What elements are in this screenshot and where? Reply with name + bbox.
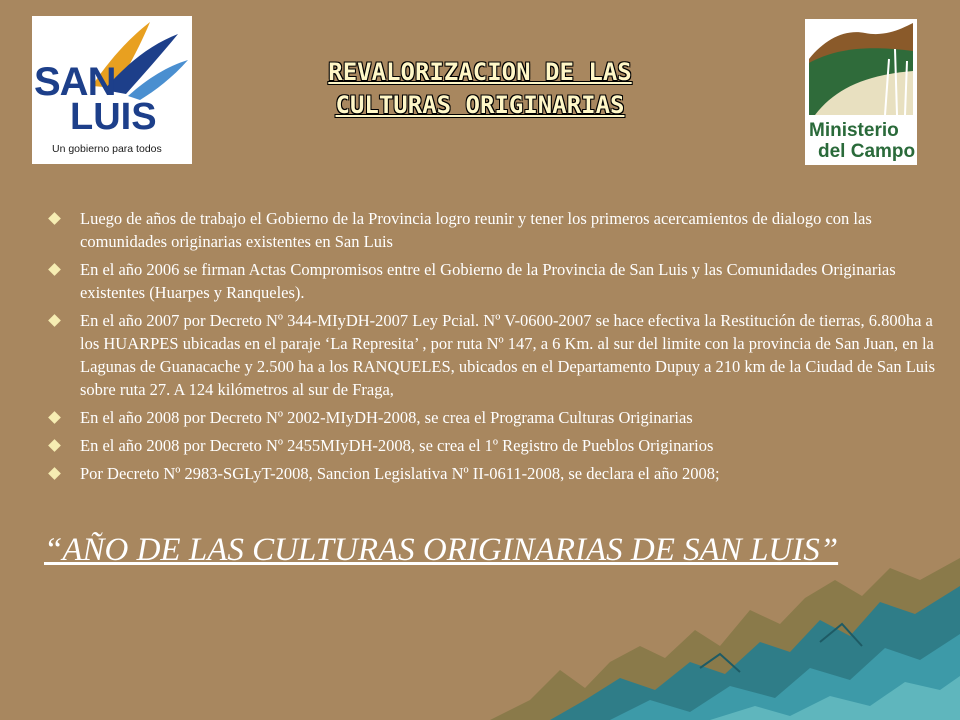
logo-text-ministerio: Ministerio (809, 120, 899, 141)
bullet-item (44, 434, 949, 457)
bullet-item (44, 207, 949, 253)
bullet-text: En el año 2006 se firman Actas Compromisos entre el Gobierno de la Provincia de San Luis y las Comunidades Originarias existentes (Huarpes y Ranqueles). (80, 260, 896, 302)
diamond-bullet-icon (48, 467, 61, 480)
decorative-landscape-graphic (490, 550, 960, 720)
bullet-item (44, 462, 949, 485)
logo-tagline: Un gobierno para todos (52, 143, 162, 155)
bullet-text: En el año 2008 por Decreto Nº 2455MIyDH-2008, se crea el 1º Registro de Pueblos Originarios (80, 436, 714, 455)
bullet-text: Luego de años de trabajo el Gobierno de la Provincia logro reunir y tener los primeros acercamientos de dialogo con las comunidades originarias existentes en San Luis (80, 209, 872, 251)
logo-text-luis: LUIS (70, 96, 157, 138)
bullet-text: Por Decreto Nº 2983-SGLyT-2008, Sancion Legislativa Nº II-0611-2008, se declara el año 2008; (80, 464, 720, 483)
closing-statement: “AÑO DE LAS CULTURAS ORIGINARIAS DE SAN LUIS” (44, 532, 839, 568)
bullet-list (44, 207, 949, 490)
ministerio-landscape-icon (805, 19, 917, 119)
bullet-text: En el año 2007 por Decreto Nº 344-MIyDH-2007 Ley Pcial. Nº V-0600-2007 se hace efectiva la Restitución de tierras, 6.800ha a los HUARPES ubicadas en el paraje ‘La Represita’ , por ruta Nº 147, a 6 Km. al sur del limite con la provincia de San Juan, en la Lagunas de Guanacache y 2.500 ha a los RANQUELES, ubicados en el Departamento Dupuy a 210 km de la Ciudad de San Luis sobre ruta 27. A 124 kilómetros al sur de Fraga, (80, 311, 936, 399)
bullet-text: En el año 2008 por Decreto Nº 2002-MIyDH-2008, se crea el Programa Culturas Originarias (80, 408, 693, 427)
bullet-item (44, 406, 949, 429)
bullet-item (44, 258, 949, 304)
slide-title (240, 56, 720, 122)
diamond-bullet-icon (48, 411, 61, 424)
san-luis-logo (32, 16, 192, 164)
logo-text-del-campo: del Campo (818, 141, 916, 162)
logo-text-san: SAN (34, 60, 116, 104)
ministerio-del-campo-logo (805, 19, 917, 165)
diamond-bullet-icon (48, 314, 61, 327)
title-line-2: CULTURAS ORIGINARIAS (335, 91, 625, 119)
title-line-1: REVALORIZACION DE LAS (328, 58, 632, 86)
diamond-bullet-icon (48, 439, 61, 452)
diamond-bullet-icon (48, 212, 61, 225)
diamond-bullet-icon (48, 263, 61, 276)
bullet-item (44, 309, 949, 401)
